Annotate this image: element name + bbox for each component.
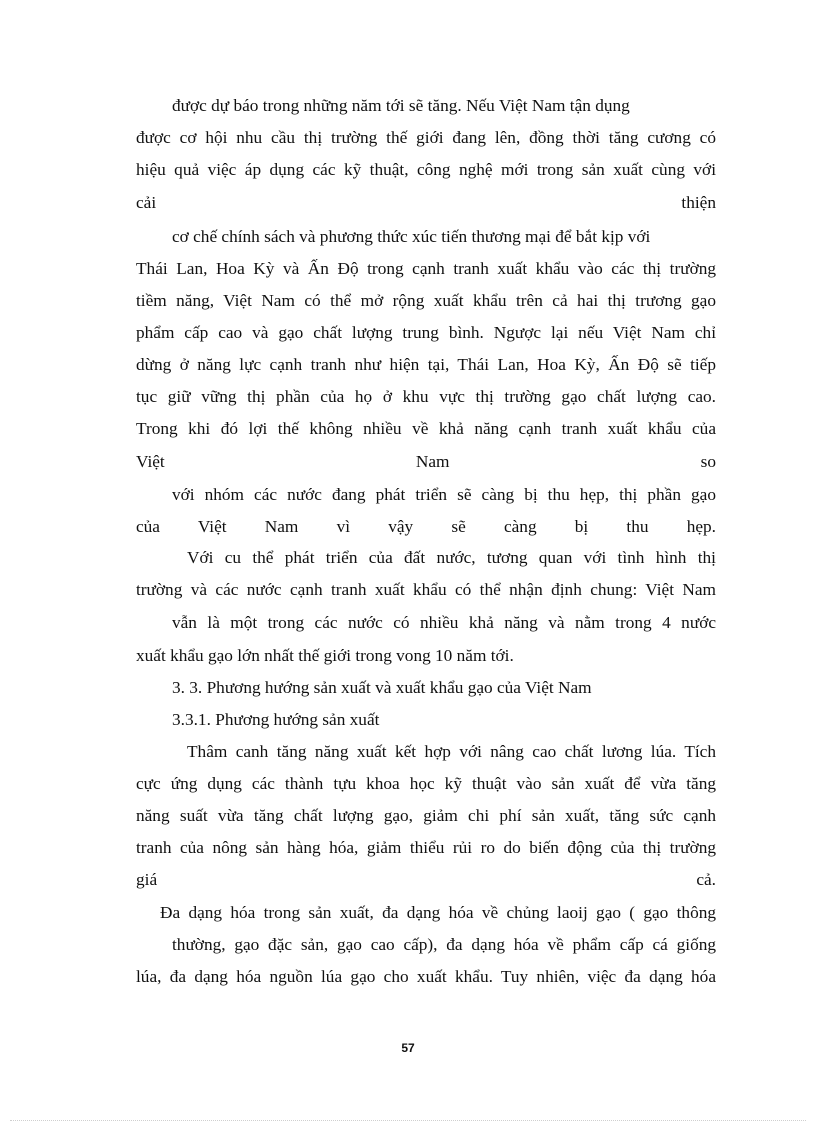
- text-line: trường và các nước cạnh tranh xuất khẩu có thể nhận định chung: Việt Nam: [136, 580, 716, 599]
- text-line: Đa dạng hóa trong sản xuất, đa dạng hóa về chủng laoij gạo ( gạo thông: [160, 903, 716, 922]
- text-line: lúa, đa dạng hóa nguồn lúa gạo cho xuất khẩu. Tuy nhiên, việc đa dạng hóa: [136, 967, 716, 986]
- text-line: cải thiện: [136, 193, 716, 212]
- text-line: thường, gạo đặc sản, gạo cao cấp), đa dạng hóa về phẩm cấp cá giống: [172, 935, 716, 954]
- text-line: tiềm năng, Việt Nam có thể mở rộng xuất khẩu trên cả hai thị trương gạo: [136, 291, 716, 310]
- text-line: tranh của nông sản hàng hóa, giảm thiểu rủi ro do biến động của thị trường: [136, 838, 716, 857]
- text-line: vẫn là một trong các nước có nhiều khả năng và nằm trong 4 nước: [172, 613, 716, 632]
- text-line: được dự báo trong những năm tới sẽ tăng. Nếu Việt Nam tận dụng: [172, 96, 630, 115]
- text-line: hiệu quả việc áp dụng các kỹ thuật, công nghệ mới trong sản xuất cùng với: [136, 160, 716, 179]
- text-line: xuất khẩu gạo lớn nhất thế giới trong vong 10 năm tới.: [136, 646, 514, 665]
- text-line: cơ chế chính sách và phương thức xúc tiến thương mại để bắt kịp với: [172, 227, 651, 246]
- text-line: dừng ở năng lực cạnh tranh như hiện tại, Thái Lan, Hoa Kỳ, Ấn Độ sẽ tiếp: [136, 355, 716, 374]
- subsection-heading: 3.3.1. Phương hướng sản xuất: [172, 710, 380, 729]
- text-line: Với cu thể phát triển của đất nước, tương quan với tình hình thị: [187, 548, 716, 567]
- page-bottom-divider: [10, 1120, 806, 1121]
- text-line: Thâm canh tăng năng xuất kết hợp với nâng cao chất lương lúa. Tích: [187, 742, 716, 761]
- text-line: phẩm cấp cao và gạo chất lượng trung bình. Ngược lại nếu Việt Nam chỉ: [136, 323, 716, 342]
- text-line: với nhóm các nước đang phát triển sẽ càng bị thu hẹp, thị phần gạo: [172, 485, 716, 504]
- text-line: Trong khi đó lợi thế không nhiều về khả năng cạnh tranh xuất khẩu của: [136, 419, 716, 438]
- section-heading: 3. 3. Phương hướng sản xuất và xuất khẩu gạo của Việt Nam: [172, 678, 592, 697]
- text-line: của Việt Nam vì vậy sẽ càng bị thu hẹp.: [136, 517, 716, 536]
- text-line: giá cả.: [136, 870, 716, 889]
- text-line: Việt Nam so: [136, 452, 716, 471]
- text-line: Thái Lan, Hoa Kỳ và Ấn Độ trong cạnh tranh xuất khẩu vào các thị trường: [136, 259, 716, 278]
- text-line: tục giữ vững thị phần của họ ở khu vực thị trường gạo chất lượng cao.: [136, 387, 716, 406]
- text-line: năng suất vừa tăng chất lượng gạo, giảm chi phí sản xuất, tăng sức cạnh: [136, 806, 716, 825]
- text-line: được cơ hội nhu cầu thị trường thế giới đang lên, đồng thời tăng cương có: [136, 128, 716, 147]
- page-number: 57: [401, 1041, 415, 1055]
- text-line: cực ứng dụng các thành tựu khoa học kỹ thuật vào sản xuất để vừa tăng: [136, 774, 716, 793]
